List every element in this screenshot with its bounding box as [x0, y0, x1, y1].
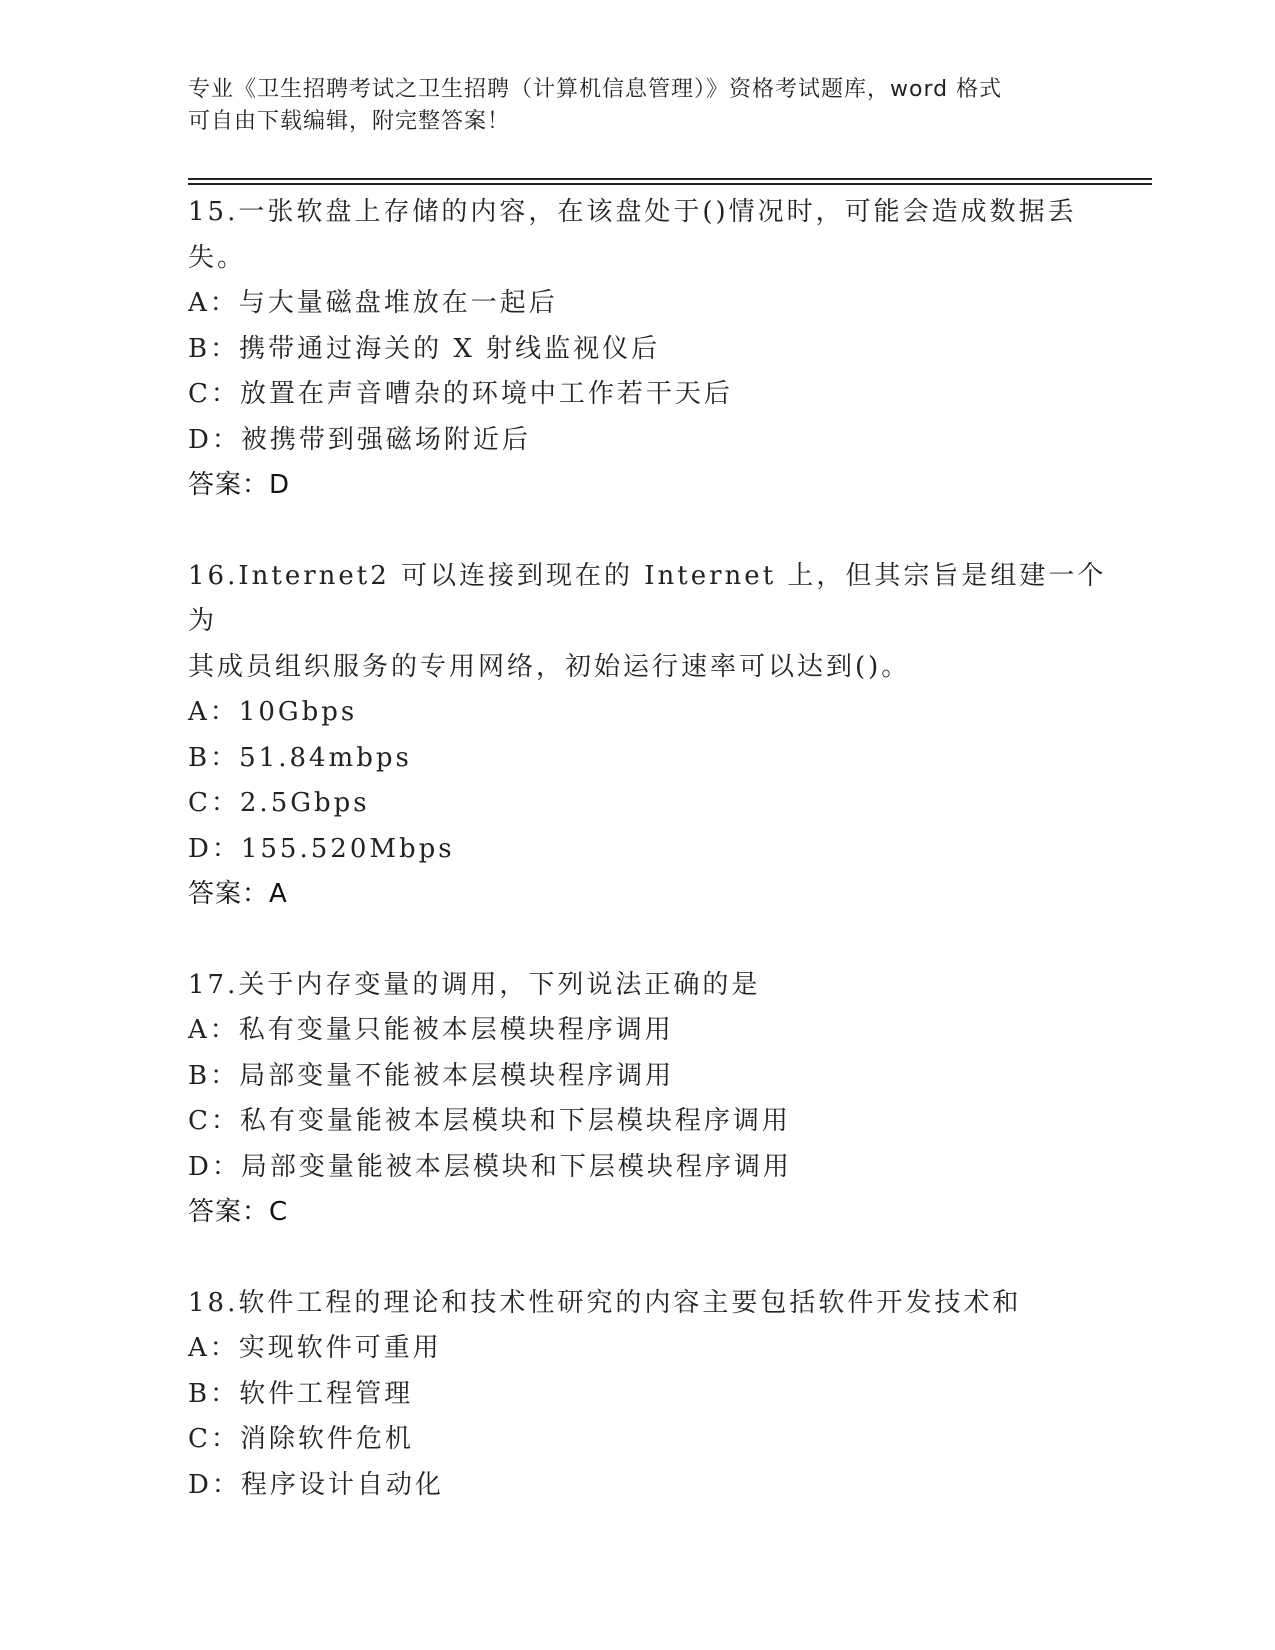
- option-a: A：与大量磁盘堆放在一起后: [188, 288, 558, 318]
- question-18: [188, 1281, 1108, 1509]
- option-c: C：2.5Gbps: [188, 788, 370, 818]
- question-16: [188, 554, 1108, 918]
- option-c: C：私有变量能被本层模块和下层模块程序调用: [188, 1106, 791, 1136]
- question-stem-line-1: 15.一张软盘上存储的内容，在该盘处于()情况时，可能会造成数据丢: [188, 197, 1077, 227]
- question-stem-line-1: 17.关于内存变量的调用，下列说法正确的是: [188, 969, 761, 1000]
- question-gap: [188, 509, 1108, 554]
- option-b: B：软件工程管理: [188, 1378, 414, 1409]
- option-c: C：消除软件危机: [188, 1424, 414, 1454]
- option-d: D：被携带到强磁场附近后: [188, 424, 531, 455]
- question-gap: [188, 1236, 1108, 1281]
- question-stem-line-1: 16.Internet2 可以连接到现在的 Internet 上，但其宗旨是组建一个为: [188, 560, 1107, 636]
- question-stem-line-2: 其成员组织服务的专用网络，初始运行速率可以达到()。: [188, 651, 911, 682]
- question-stem: [188, 1281, 1108, 1327]
- option-b: B：局部变量不能被本层模块程序调用: [188, 1060, 675, 1091]
- option-b: B：51.84mbps: [188, 742, 412, 773]
- option-a: A：私有变量只能被本层模块程序调用: [188, 1015, 674, 1045]
- question-15: [188, 190, 1108, 509]
- answer: 答案：D: [188, 470, 291, 500]
- question-stem: [188, 190, 1108, 281]
- document-header: [188, 74, 1088, 138]
- option-a: A：实现软件可重用: [188, 1333, 442, 1363]
- option-b: B：携带通过海关的 X 射线监视仪后: [188, 333, 661, 364]
- option-c: C：放置在声音嘈杂的环境中工作若干天后: [188, 379, 733, 409]
- option-d: D：程序设计自动化: [188, 1469, 444, 1500]
- answer: 答案：A: [188, 879, 288, 909]
- option-d: D：155.520Mbps: [188, 833, 455, 864]
- question-stem-line-2: 失。: [188, 242, 247, 273]
- option-a: A：10Gbps: [188, 697, 358, 727]
- question-list: [188, 190, 1108, 1508]
- question-stem: [188, 554, 1108, 691]
- header-line-1: 专业《卫生招聘考试之卫生招聘（计算机信息管理）》资格考试题库，word 格式: [188, 77, 1003, 102]
- question-17: [188, 963, 1108, 1236]
- option-d: D：局部变量能被本层模块和下层模块程序调用: [188, 1151, 792, 1182]
- question-stem: [188, 963, 1108, 1009]
- header-divider-top: [188, 178, 1152, 180]
- header-line-2: 可自由下载编辑，附完整答案！: [188, 109, 511, 134]
- question-stem-line-1: 18.软件工程的理论和技术性研究的内容主要包括软件开发技术和: [188, 1287, 1022, 1318]
- answer: 答案：C: [188, 1197, 289, 1227]
- header-divider-bottom: [188, 183, 1152, 185]
- question-gap: [188, 918, 1108, 963]
